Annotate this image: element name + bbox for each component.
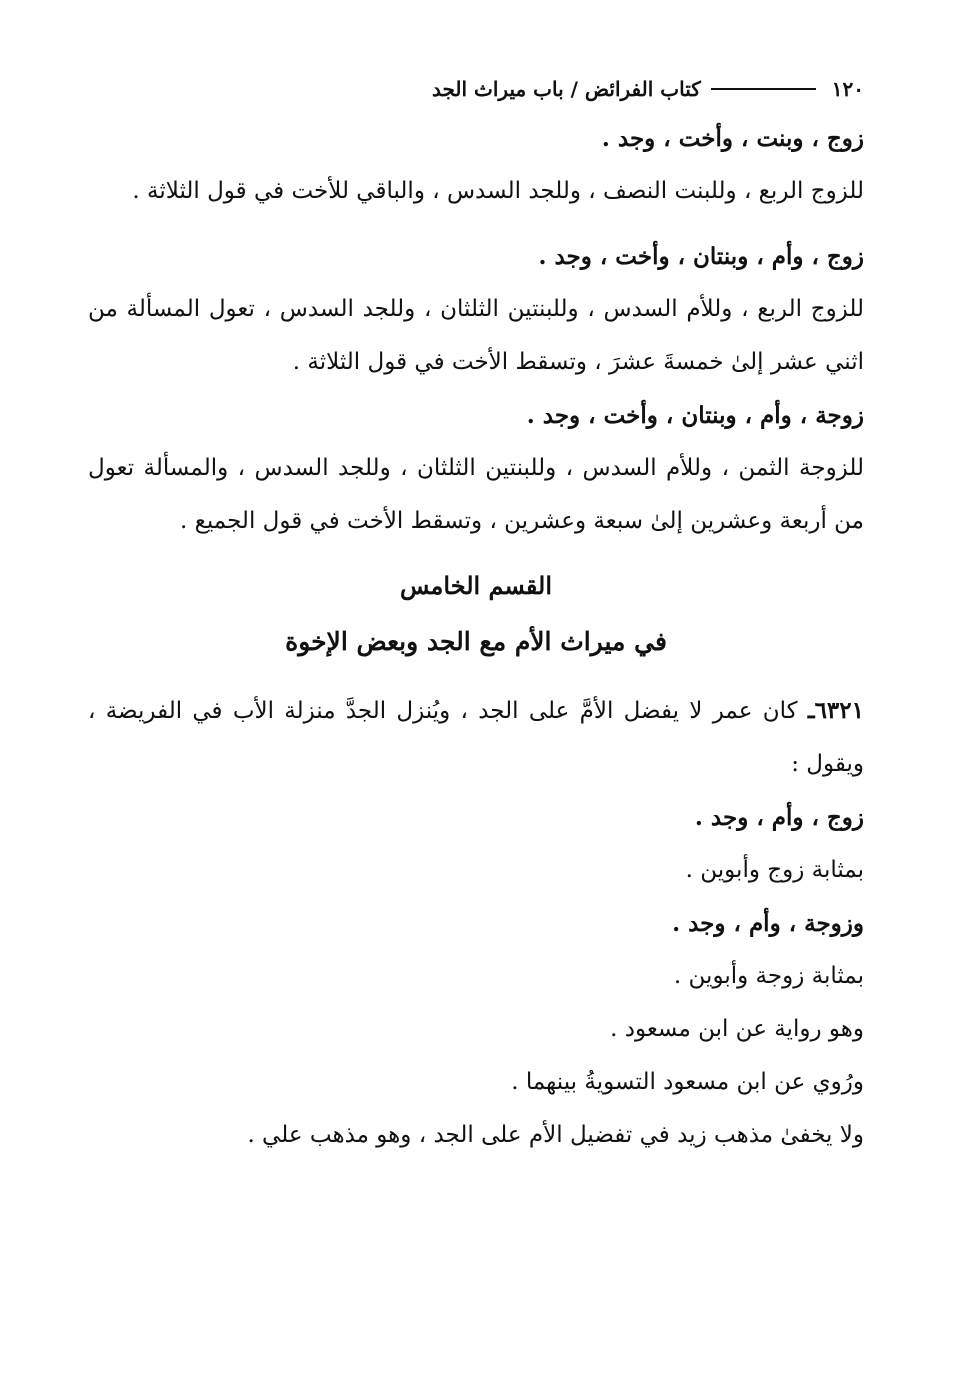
item-line-4: بمثابة زوجة وأبوين . [673, 963, 864, 989]
book-page [88, 66, 864, 1162]
section-subheading: في ميراث الأم مع الجد وبعض الإخوة [285, 627, 667, 656]
section-heading: القسم الخامس [399, 571, 553, 600]
page-header [88, 66, 864, 112]
case-3-title: زوجة ، وأم ، وبنتان ، وأخت ، وجد . [526, 402, 864, 429]
spacer [88, 218, 864, 230]
item-line-3: وزوجة ، وأم ، وجد . [672, 910, 864, 937]
case-1-title: زوج ، وبنت ، وأخت ، وجد . [601, 125, 864, 152]
case-2-title: زوج ، وأم ، وبنتان ، وأخت ، وجد . [538, 243, 864, 270]
item-text: كان عمر لا يفضل الأمَّ على الجد ، ويُنزل الجدَّ منزلة الأب في الفريضة ، ويقول : [88, 698, 864, 777]
case-1-text: للزوج الربع ، وللبنت النصف ، وللجد السدس ، والباقي للأخت في قول الثلاثة . [132, 178, 864, 204]
page-number: ١٢٠ [831, 77, 864, 101]
item-line-2: بمثابة زوج وأبوين . [685, 857, 864, 883]
item-line-7: ولا يخفىٰ مذهب زيد في تفضيل الأم على الجد ، وهو مذهب علي . [247, 1122, 864, 1148]
case-2-text: للزوج الربع ، وللأم السدس ، وللبنتين الثلثان ، وللجد السدس ، تعول المسألة من اثني عشر إلىٰ خمسةَ عشرَ ، وتسقط الأخت في قول الثلاثة . [88, 296, 864, 375]
case-3-text: للزوجة الثمن ، وللأم السدس ، وللبنتين الثلثان ، وللجد السدس ، والمسألة تعول من أربعة وعشرين إلىٰ سبعة وعشرين ، وتسقط الأخت في قول الجميع . [88, 455, 864, 534]
item-line-5: وهو رواية عن ابن مسعود . [610, 1016, 864, 1042]
item-paragraph [88, 684, 864, 791]
item-number: ٦٣٢١ـ [807, 697, 864, 724]
spacer [88, 670, 864, 684]
header-rule [711, 88, 816, 90]
item-line-6: ورُوي عن ابن مسعود التسويةُ بينهما . [511, 1069, 864, 1095]
running-title: كتاب الفرائض / باب ميراث الجد [432, 77, 701, 101]
item-line-1: زوج ، وأم ، وجد . [694, 804, 864, 831]
